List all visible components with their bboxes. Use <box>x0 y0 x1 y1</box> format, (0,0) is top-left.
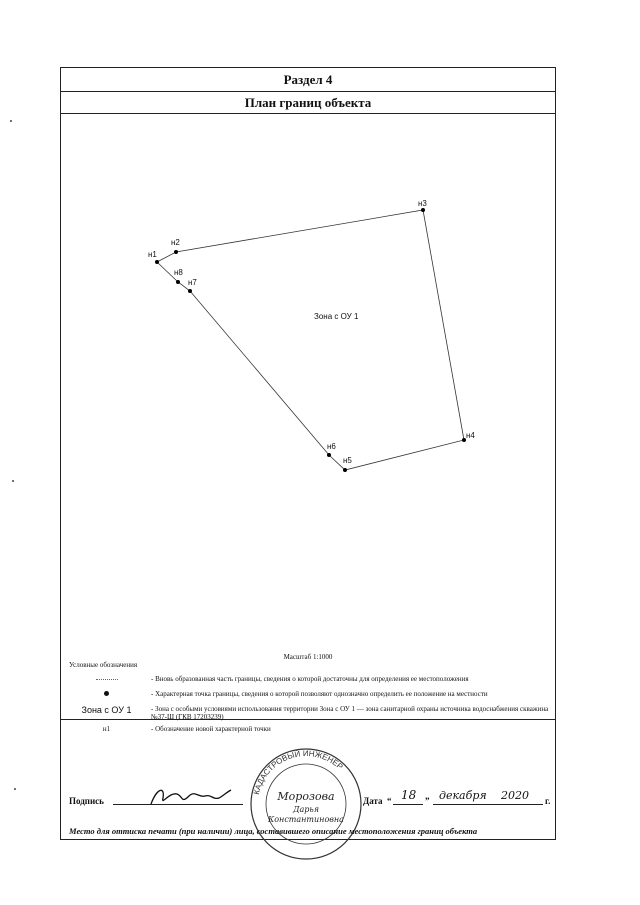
legend-text: - Зона с особыми условиями использования территории Зона с ОУ 1 — зона санитарной охраны источника водоснабжения скважина №37-Ш (ГКВ 17203239) <box>151 705 549 721</box>
boundary-plan <box>61 114 555 720</box>
legend-text: - Обозначение новой характерной точки <box>151 725 271 733</box>
margin-mark <box>10 120 12 122</box>
stamp-caption: Место для оттиска печати (при наличии) лица, составившего описание местоположения границ объекта <box>69 826 478 836</box>
date-day-line <box>393 804 423 805</box>
legend-title: Условные обозначения <box>69 661 138 669</box>
plan-title: План границ объекта <box>61 92 555 114</box>
legend-item-boundary <box>69 675 549 685</box>
point-label-n2: н2 <box>171 238 180 247</box>
section-heading: Раздел 4 <box>61 68 555 92</box>
section-frame <box>60 67 556 840</box>
point-label-n3: н3 <box>418 199 427 208</box>
svg-text:Константиновна: Константиновна <box>268 815 344 824</box>
legend-item-point-label <box>69 725 549 735</box>
boundary-polygon <box>157 210 464 470</box>
handwritten-signature <box>147 784 233 810</box>
legend-symbol-dot <box>69 690 144 698</box>
date-day: 18 <box>401 788 417 802</box>
point-marker <box>174 250 178 254</box>
date-year: 2020 <box>501 789 529 802</box>
point-marker <box>421 208 425 212</box>
svg-text:Морозова: Морозова <box>277 790 335 803</box>
svg-text:Дарья: Дарья <box>292 805 320 814</box>
legend-item-point <box>69 690 549 700</box>
point-marker <box>176 280 180 284</box>
legend-text: - Характерная точка границы, сведения о которой позволяют однозначно определить ее положение на местности <box>151 690 488 698</box>
legend-symbol-label: н1 <box>102 725 111 733</box>
legend-symbol-dashed-line <box>69 675 144 683</box>
scale-label: Масштаб 1:1000 <box>283 653 333 661</box>
date-suffix: г. <box>545 796 551 806</box>
signature-label: Подпись <box>69 796 104 806</box>
stamp-ring-text: КАДАСТРОВЫЙ ИНЖЕНЕР <box>251 748 345 796</box>
point-label-n5: н5 <box>343 456 352 465</box>
point-marker <box>188 289 192 293</box>
point-label-n4: н4 <box>466 431 475 440</box>
point-marker <box>327 453 331 457</box>
legend-item-zone <box>69 705 549 723</box>
margin-mark <box>14 788 16 790</box>
point-label-n6: н6 <box>327 442 336 451</box>
date-month-year-line <box>433 804 543 805</box>
point-label-n8: н8 <box>174 268 183 277</box>
point-marker <box>155 260 159 264</box>
point-marker <box>343 468 347 472</box>
legend-symbol-zone: Зона с ОУ 1 <box>81 705 132 715</box>
signature-row: Подпись Дата “ 18 ” декабря 2020 г. <box>69 790 549 812</box>
legend-text: - Вновь образованная часть границы, сведения о которой достаточны для определения ее местоположения <box>151 675 469 683</box>
date-label: Дата <box>363 796 383 806</box>
margin-mark <box>12 480 14 482</box>
point-label-n7: н7 <box>188 278 197 287</box>
date-month: декабря <box>439 789 487 802</box>
zone-label: Зона с ОУ 1 <box>314 312 359 321</box>
boundary-plan-drawing <box>61 114 555 719</box>
point-label-n1: н1 <box>148 250 157 259</box>
